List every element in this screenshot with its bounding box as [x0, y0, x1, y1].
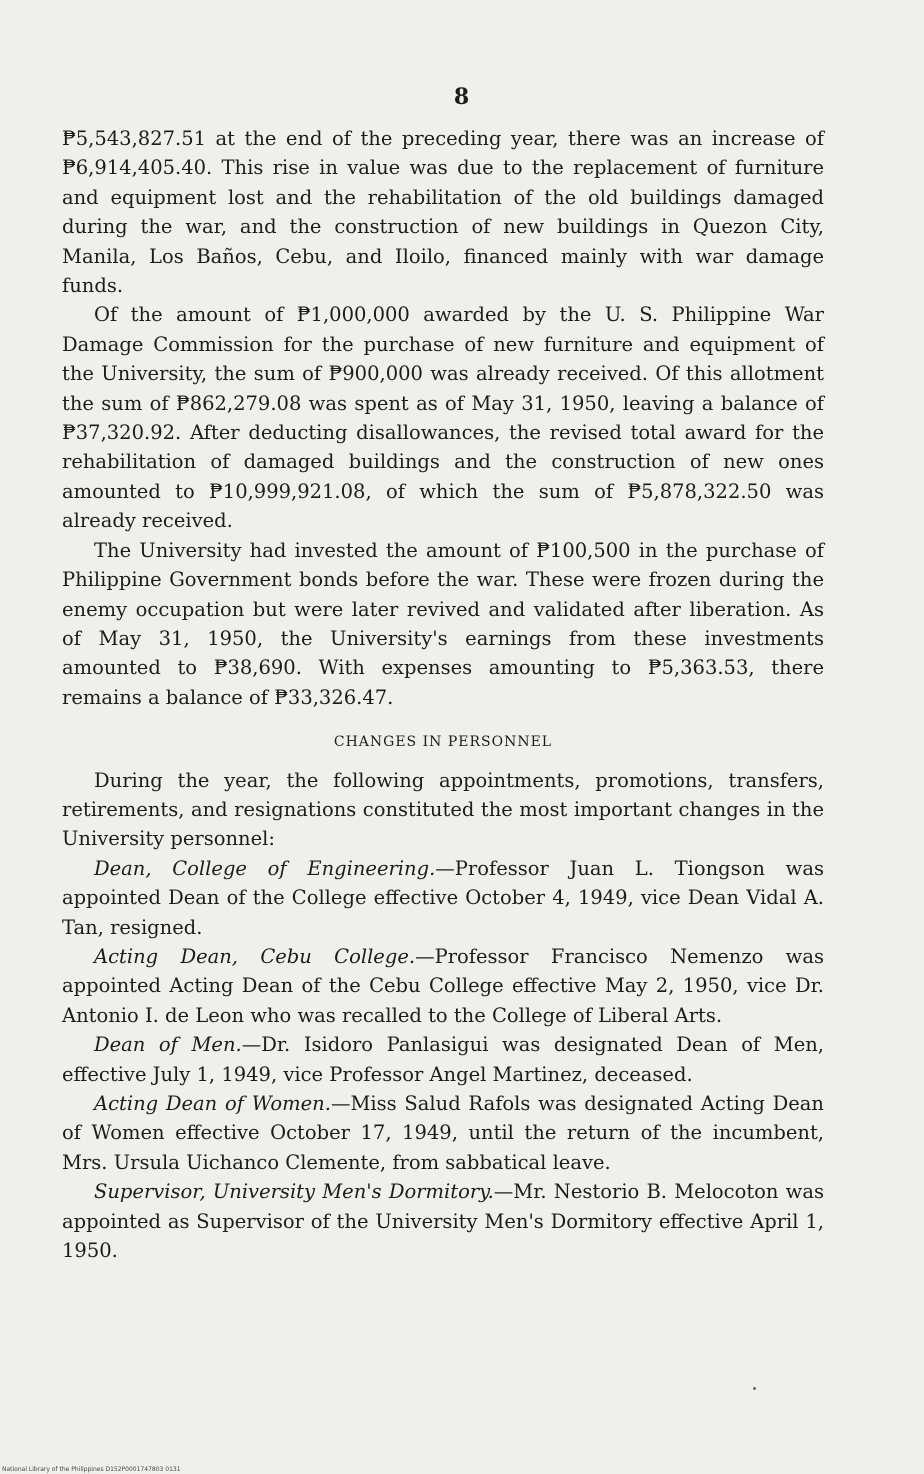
personnel-role: Dean, College of Engineering.: [94, 856, 436, 880]
personnel-role: Supervisor, University Men's Dormitory.: [94, 1180, 494, 1204]
body-text: [62, 124, 824, 1265]
paragraph-war-damage-value: ₱5,543,827.51 at the end of the preceding year, there was an increase of ₱6,914,405.40. This rise in value was due to the replacement of furniture and equipment lost and the rehabilitation of the old buildings damaged during the war, and the construction of new buildings in Quezon City, Manila, Los Baños, Cebu, and Iloilo, financed mainly with war damage funds.: [62, 127, 824, 298]
page-number: 8: [453, 84, 471, 110]
scan-footer-stamp: National Library of the Philippines D152P0001747803 0131: [2, 1466, 181, 1473]
personnel-description: —Professor Francisco Nemenzo was appointed Acting Dean of the Cebu College effective May 2, 1950, vice Dr. Antonio I. de Leon who was recalled to the College of Liberal Arts.: [62, 944, 824, 1027]
personnel-change-item: [62, 942, 824, 1030]
personnel-change-item: [62, 1089, 824, 1177]
personnel-role: Acting Dean, Cebu College.: [94, 944, 416, 968]
personnel-change-item: [62, 1177, 824, 1265]
section-heading: CHANGES IN PERSONNEL: [333, 734, 553, 751]
paragraph-furniture-award: Of the amount of ₱1,000,000 awarded by the U. S. Philippine War Damage Commission for the purchase of new furniture and equipment of the University, the sum of ₱900,000 was already received. Of this allotment the sum of ₱862,279.08 was spent as of May 31, 1950, leaving a balance of ₱37,320.92. After deducting disallowances, the revised total award for the rehabilitation of damaged buildings and the construction of new ones amounted to ₱10,999,921.08, of which the sum of ₱5,878,322.50 was already received.: [62, 303, 824, 533]
personnel-description: —Miss Salud Rafols was designated Acting Dean of Women effective October 17, 1949, until the return of the incumbent, Mrs. Ursula Uichanco Clemente, from sabbatical leave.: [62, 1092, 824, 1174]
paragraph-bond-investment: The University had invested the amount of ₱100,500 in the purchase of Philippine Government bonds before the war. These were frozen during the enemy occupation but were later revived and validated after liberation. As of May 31, 1950, the University's earnings from these investments amounted to ₱38,690. With expenses amounting to ₱5,363.53, there remains a balance of ₱33,326.47.: [62, 538, 824, 709]
scan-speck: [753, 1387, 756, 1390]
personnel-change-item: [62, 1030, 824, 1089]
personnel-description: —Professor Juan L. Tiongson was appointed Dean of the College effective October 4, 1949, vice Dean Vidal A. Tan, resigned.: [62, 856, 825, 939]
personnel-role: Dean of Men.: [94, 1033, 242, 1057]
personnel-change-item: [62, 854, 824, 942]
personnel-description: —Dr. Isidoro Panlasigui was designated Dean of Men, effective July 1, 1949, vice Professor Angel Martinez, deceased.: [62, 1033, 824, 1086]
personnel-description: —Mr. Nestorio B. Melocoton was appointed as Supervisor of the University Men's Dormitory effective April 1, 1950.: [62, 1180, 824, 1263]
paragraph-personnel-intro: During the year, the following appointments, promotions, transfers, retirements, and resignations constituted the most important changes in the University personnel:: [62, 768, 824, 851]
personnel-role: Acting Dean of Women.: [94, 1092, 331, 1115]
